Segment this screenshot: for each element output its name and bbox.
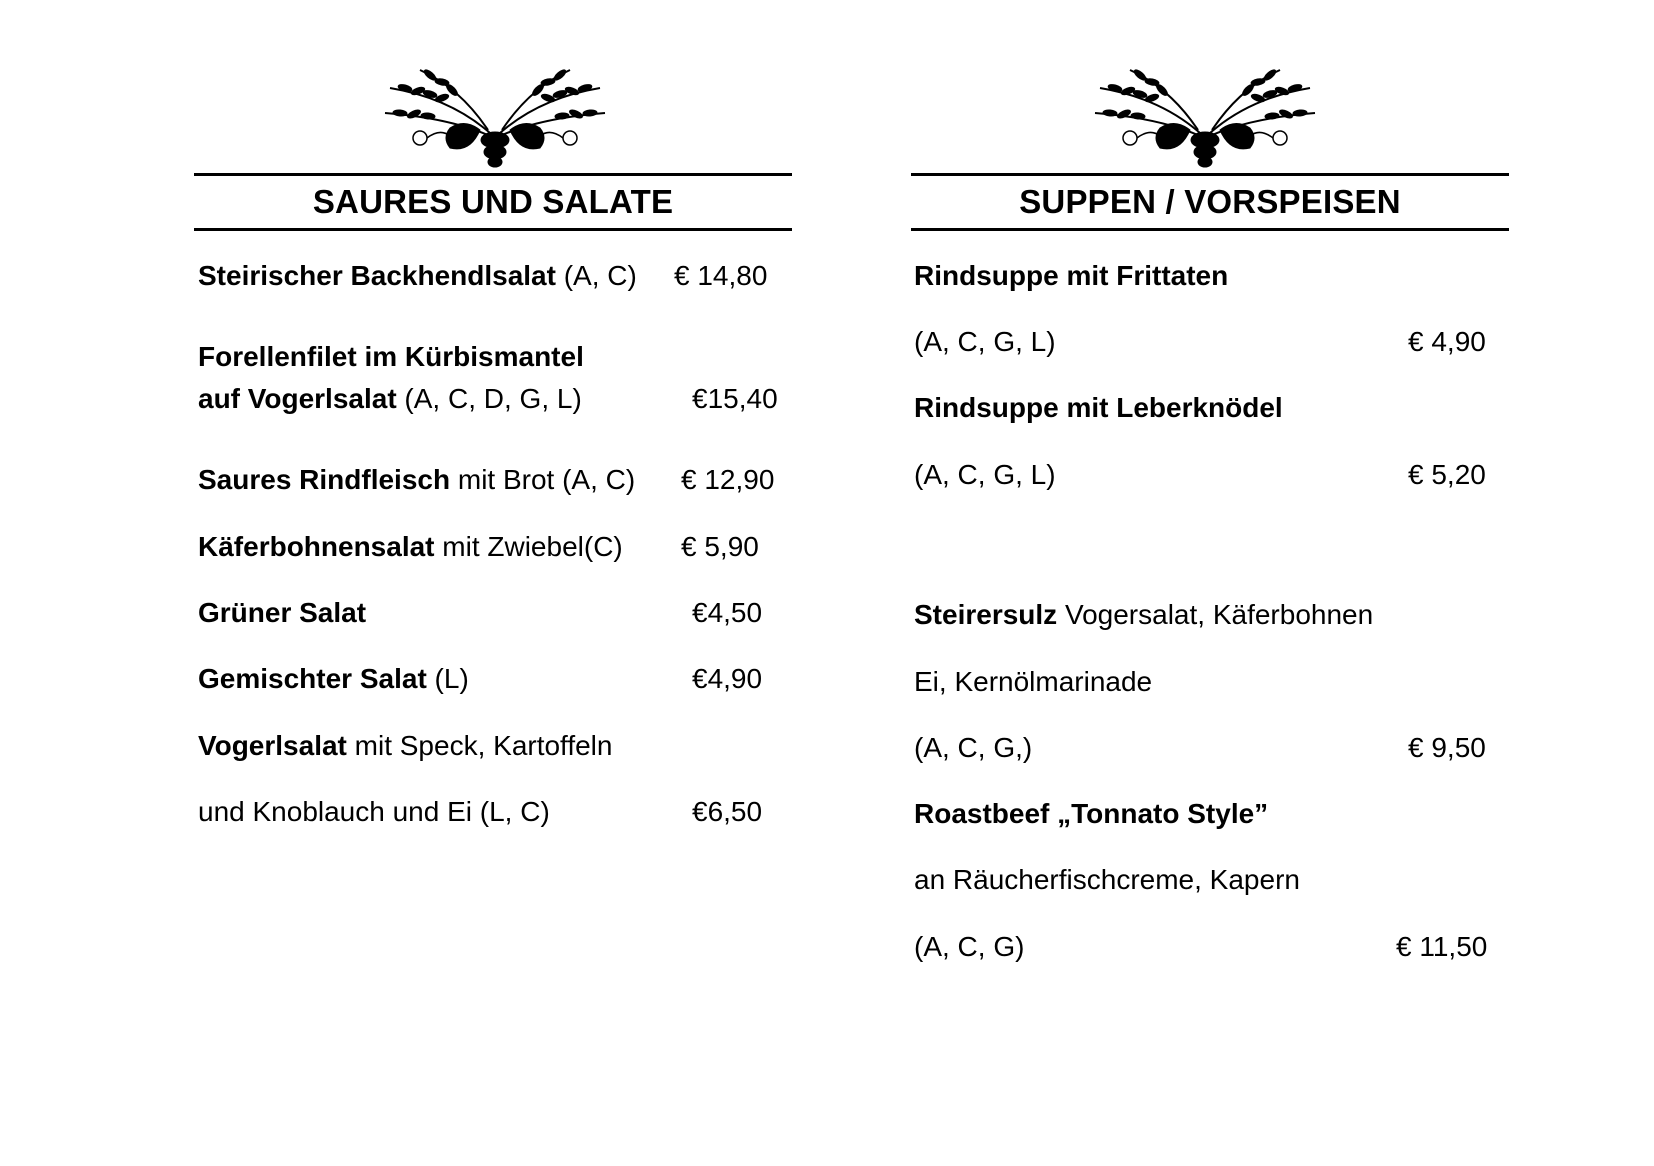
menu-item-allergens: (A, C, G, L) — [914, 459, 1056, 490]
menu-item-description: Ei, Kernölmarinade — [914, 666, 1153, 697]
menu-item-allergens: (A, C, G) — [914, 931, 1025, 962]
left-header-bottom-rule — [194, 228, 792, 231]
wheat-hops-emblem-icon — [1090, 58, 1320, 168]
menu-item-description: an Räucherfischcreme, Kapern — [914, 864, 1300, 895]
menu-item-name: Rindsuppe mit Leberknödel — [914, 392, 1283, 423]
menu-item-price: €15,40 — [692, 383, 778, 414]
menu-item-name: Steirischer Backhendlsalat (A, C) — [198, 260, 637, 291]
menu-item-name: Forellenfilet im Kürbismantel — [198, 341, 584, 372]
menu-item-price: €4,50 — [692, 597, 763, 628]
menu-item-name: Gemischter Salat (L) — [198, 663, 469, 694]
menu-item-name: Steirersulz Vogersalat, Käferbohnen — [914, 599, 1374, 630]
right-header-top-rule — [911, 173, 1509, 176]
menu-item-allergens: (A, C, G,) — [914, 732, 1033, 763]
left-section-title: SAURES UND SALATE — [312, 183, 674, 220]
menu-item-price: € 9,50 — [1408, 732, 1486, 763]
menu-item-name: Grüner Salat — [198, 597, 367, 628]
menu-item-name: Roastbeef „Tonnato Style” — [914, 798, 1269, 829]
menu-item-price: €6,50 — [692, 796, 763, 827]
menu-item-name-line-2: auf Vogerlsalat (A, C, D, G, L) — [198, 383, 582, 414]
menu-item-name: Rindsuppe mit Frittaten — [914, 260, 1229, 291]
menu-item-price: € 14,80 — [674, 260, 768, 291]
menu-item-price: €4,90 — [692, 663, 763, 694]
wheat-hops-emblem-icon — [380, 58, 610, 168]
menu-item-price: € 4,90 — [1408, 326, 1486, 357]
menu-item-name: Käferbohnensalat mit Zwiebel(C) — [198, 531, 623, 562]
menu-item-name: Saures Rindfleisch mit Brot (A, C) — [198, 464, 636, 495]
menu-item-price: € 11,50 — [1396, 931, 1488, 962]
left-header-top-rule — [194, 173, 792, 176]
menu-item-name-line-2: und Knoblauch und Ei (L, C) — [198, 796, 550, 827]
menu-item-name: Vogerlsalat mit Speck, Kartoffeln — [198, 730, 613, 761]
menu-item-allergens: (A, C, G, L) — [914, 326, 1056, 357]
menu-item-price: € 5,20 — [1408, 459, 1486, 490]
menu-item-price: € 12,90 — [681, 464, 775, 495]
menu-item-price: € 5,90 — [681, 531, 759, 562]
right-header-bottom-rule — [911, 228, 1509, 231]
right-section-title: SUPPEN / VORSPEISEN — [1019, 183, 1401, 220]
